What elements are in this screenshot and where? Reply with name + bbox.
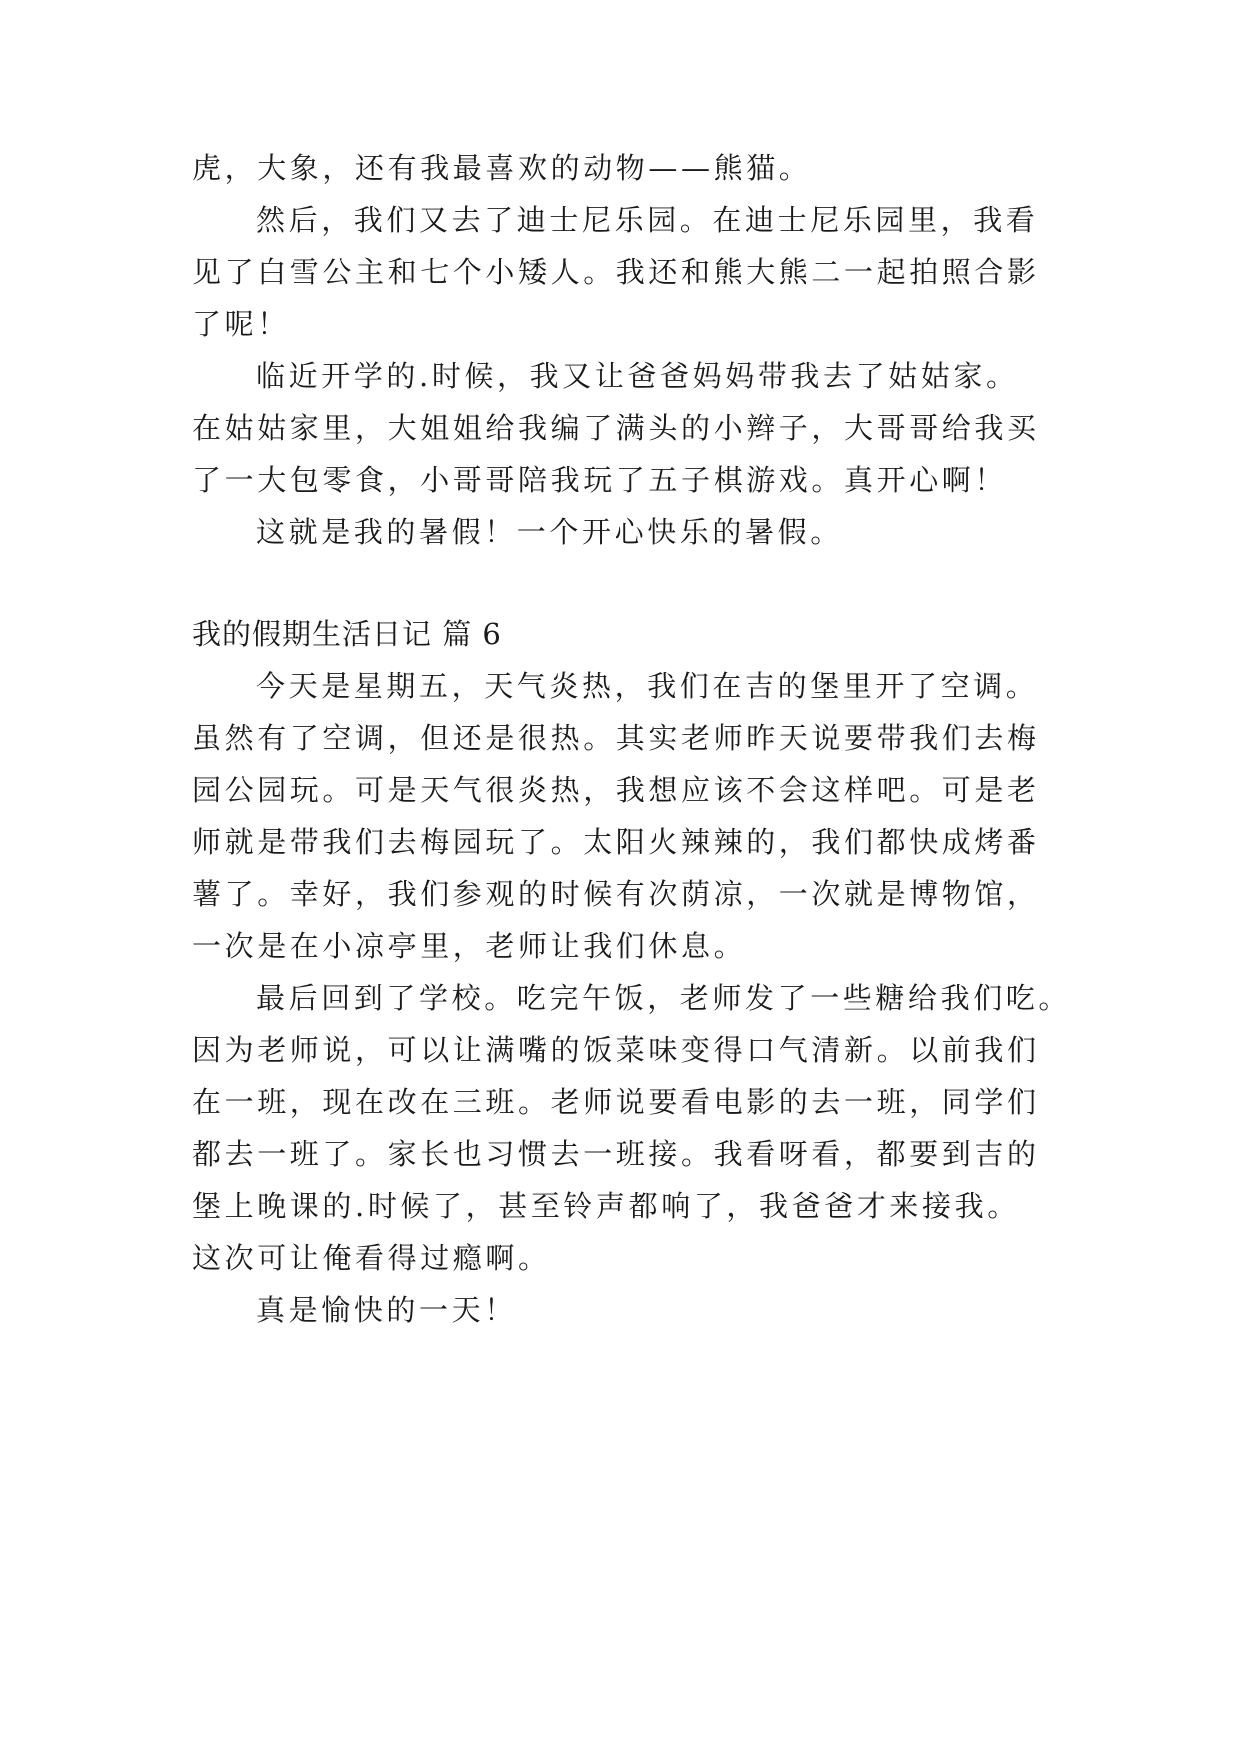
paragraph-line: 师就是带我们去梅园玩了。太阳火辣辣的，我们都快成烤番	[192, 825, 1040, 859]
paragraph-line: 园公园玩。可是天气很炎热，我想应该不会这样吧。可是老	[192, 773, 1040, 807]
section-heading: 我的假期生活日记 篇 6	[192, 617, 502, 651]
paragraph-line: 在一班，现在改在三班。老师说要看电影的去一班，同学们	[192, 1085, 1040, 1119]
paragraph-line: 因为老师说，可以让满嘴的饭菜味变得口气清新。以前我们	[192, 1033, 1040, 1067]
paragraph-line: 真是愉快的一天！	[256, 1293, 517, 1327]
paragraph-line: 了一大包零食，小哥哥陪我玩了五子棋游戏。真开心啊！	[192, 463, 1008, 497]
paragraph-line: 这次可让俺看得过瘾啊。	[192, 1241, 551, 1275]
paragraph-line: 见了白雪公主和七个小矮人。我还和熊大熊二一起拍照合影	[192, 255, 1040, 289]
paragraph-line: 一次是在小凉亭里，老师让我们休息。	[192, 929, 747, 963]
paragraph-line: 最后回到了学校。吃完午饭，老师发了一些糖给我们吃。	[256, 981, 1072, 1015]
paragraph-line: 都去一班了。家长也习惯去一班接。我看呀看，都要到吉的	[192, 1137, 1040, 1171]
paragraph-line: 了呢！	[192, 307, 290, 341]
paragraph-line: 堡上晚课的.时候了，甚至铃声都响了，我爸爸才来接我。	[192, 1189, 1020, 1223]
paragraph-line: 虽然有了空调，但还是很热。其实老师昨天说要带我们去梅	[192, 721, 1040, 755]
paragraph-line: 然后，我们又去了迪士尼乐园。在迪士尼乐园里，我看	[256, 203, 1039, 237]
paragraph-line: 临近开学的.时候，我又让爸爸妈妈带我去了姑姑家。	[256, 359, 1019, 393]
paragraph-line: 在姑姑家里，大姐姐给我编了满头的小辫子，大哥哥给我买	[192, 411, 1040, 445]
paragraph-line: 今天是星期五，天气炎热，我们在吉的堡里开了空调。	[256, 669, 1039, 703]
paragraph-line: 这就是我的暑假！一个开心快乐的暑假。	[256, 515, 843, 549]
paragraph-line: 薯了。幸好，我们参观的时候有次荫凉，一次就是博物馆，	[192, 877, 1040, 911]
paragraph-line: 虎，大象，还有我最喜欢的动物——熊猫。	[192, 151, 812, 185]
